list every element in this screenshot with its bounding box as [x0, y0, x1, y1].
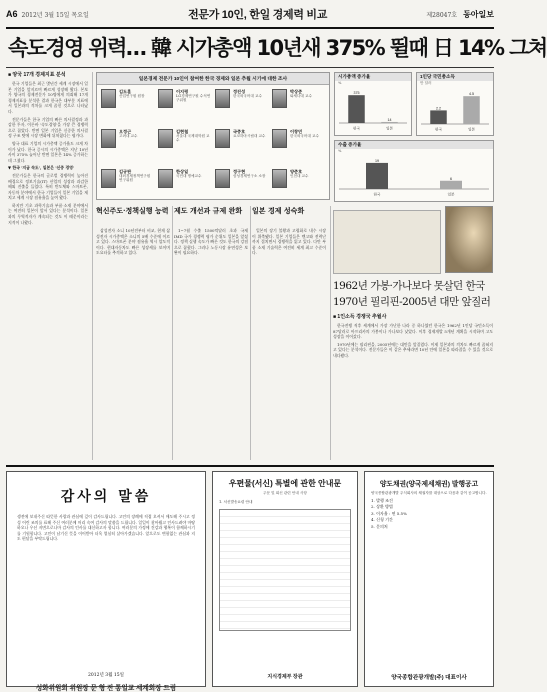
experts-graphic-title: 일본경제 전문가 10인이 참여한 한국 경제와 일본 추월 시기에 대한 조사: [97, 73, 329, 85]
chart-svg-2: [417, 86, 493, 132]
chart-category-label: 일본: [468, 127, 475, 132]
chart-svg-1: [335, 85, 411, 131]
chart-svg-3: [335, 153, 493, 197]
expert-name: 양준호: [290, 169, 303, 174]
mid-header-2: 제도 개선과 규제 완화: [174, 206, 243, 215]
issue-number: 제28047호: [426, 11, 458, 19]
left-paragraph: 전문가들은 한국 기업의 빠른 의사결정과 과감한 투자, 이른바 '속도경영'을 가장 큰 경쟁력으로 꼽았다. 반면 일본 기업은 신중한 의사결정 구조 탓에 시장 변화에 뒤처졌다는 평가다.: [8, 116, 88, 139]
thanks-ad-signature: 성화위원회 위원장 문 형 진 통일교 세계회장 드림: [35, 685, 177, 692]
expert-role: 산업연구원 원장: [119, 94, 145, 98]
page-folio: [6, 2, 494, 26]
expert-photo: [158, 129, 173, 148]
notice-ad: [212, 471, 358, 687]
experts-graphic: [96, 72, 330, 200]
expert-name: 오정근: [119, 129, 132, 134]
mid-column-1: [96, 228, 170, 460]
feature-headline-line-1: 1962년 가봉·가나보다 못살던 한국: [333, 280, 485, 292]
expert-name: 김규판: [119, 169, 132, 174]
expert-role: 국민대 명예교수: [176, 174, 202, 178]
chart-unit: 만 달러: [420, 81, 432, 85]
expert-name: 김현철: [176, 129, 189, 134]
expert-card: [215, 89, 268, 127]
expert-role: 인천대 교수: [290, 174, 309, 178]
feature-subhead: ■ 1인소득 경쟁국 추월사: [333, 314, 387, 320]
expert-photo: [158, 89, 173, 108]
bond-list-item: 3. 이자율 : 연 5.5%: [371, 510, 407, 516]
bond-ad-footer: 양국종합관광개발(주) 대표이사: [391, 675, 467, 681]
masthead: 동아일보: [463, 8, 494, 19]
expert-name: 김도훈: [119, 89, 132, 94]
mid-column-3: [252, 228, 326, 460]
chart-value-label: 14: [387, 117, 392, 122]
chart-category-label: 한국: [353, 126, 360, 131]
left-paragraph: 하지만 기초 과학기술과 부품·소재 분야에서는 여전히 일본이 앞서 있다는 분석이다. 일본과의 무역적자가 계속되는 것도 이 때문이라는 지적이 나왔다.: [8, 202, 88, 225]
feature-photo: [445, 206, 493, 273]
expert-role: 한국외국어대 교수: [290, 134, 319, 138]
chart-panel-2: [416, 72, 494, 136]
experts-grid: [97, 85, 329, 211]
chart-value-label: 19: [375, 158, 379, 163]
expert-role: 와세다대 교수: [290, 94, 312, 98]
chart-value-label: 4.5: [469, 92, 474, 97]
chart-bar: [366, 163, 388, 189]
expert-role: 대외경제정책연구원 연구위원: [119, 174, 151, 183]
feature-headline: [333, 278, 493, 310]
feature-headline-line-2: 1970년 필리핀-2005년 대만 앞질러: [333, 296, 491, 308]
feature-paragraph: 한국전쟁 직후 세계에서 가장 가난한 나라 중 하나였던 한국은 1962년 1인당 국민소득이 87달러로 아프리카의 가봉이나 가나보다 낮았다. 이후 경제개발 5개년 계획을 시작하며 고도성장을 이어갔다.: [333, 323, 493, 340]
chart-category-label: 한국: [373, 192, 381, 197]
notice-ad-footer: 지식경제부 장관: [267, 674, 303, 680]
chart-bar: [381, 122, 398, 123]
expert-photo: [101, 89, 116, 108]
expert-name: 한상일: [176, 169, 189, 174]
chart-title: 1인당 국민총소득: [417, 73, 493, 81]
bond-list-item: 4. 신청 기간: [371, 517, 393, 523]
chart-unit: %: [338, 81, 342, 85]
expert-card: [158, 129, 211, 167]
expert-card: [101, 129, 154, 167]
expert-card: [101, 169, 154, 207]
mid-paragraph: 삼성전자 소니 10년전부터 비교, 현재 삼성전자 시가총액은 소니의 5배 수준에 이르고 있다. 스마트폰 분야 점유율 역시 압도적이다. 현대자동차도 빠른 성장세를 보이며 도요타를 추격하고 있다.: [96, 228, 170, 256]
left-paragraph: 전문가들은 한국의 글로벌 경쟁력이 높아진 배경으로 정보기술(IT) 산업의 성장과 과감한 해외 진출을 들었다. 특히 반도체와 스마트폰, 자동차 분야에서 한국 기업들이 일본 기업을 제치고 세계 시장 점유율을 높여 왔다.: [8, 172, 88, 201]
mid-paragraph: 1∼7월 수출 1500억달러 초과 국제 IMD 국가 경쟁력 평가 순위도 일본을 앞섰다. 정책 실행 속도가 빠른 것도 한국의 강점으로 꼽혔다. 그러나 노동시장 유연성은 보완이 필요하다.: [174, 228, 248, 256]
chart-title: 수출 증가율: [335, 141, 493, 149]
expert-name: 이창민: [290, 129, 303, 134]
left-subhead-2: ▼ 한국 '지금 속도', 일본은 '신중 경영': [8, 165, 75, 171]
expert-role: LG경제연구원 수석연구위원: [176, 94, 211, 103]
notice-ad-body: 1. 서신발송요령 안내: [219, 500, 253, 504]
column-divider: [250, 206, 251, 460]
expert-card: [215, 129, 268, 167]
notice-ad-subtitle: 주문 및 회신 관련 안내 사항: [263, 491, 307, 495]
bond-ad-list: [365, 496, 493, 532]
chart-unit: %: [338, 149, 342, 153]
expert-name: 정구현: [233, 169, 246, 174]
expert-card: [272, 89, 325, 127]
chart-category-label: 일본: [447, 192, 455, 197]
expert-card: [158, 89, 211, 127]
thanks-ad: [6, 471, 206, 692]
photo-caption-area: [333, 210, 441, 274]
bond-list-item: 1. 발행 조건: [371, 498, 393, 503]
bond-ad: [364, 471, 494, 687]
feature-paragraph: 1970년에는 필리핀을, 2005년에는 대만을 앞질렀다. 이제 일본과의 격차도 빠르게 좁혀지고 있다는 분석이다. 전문가들은 이 같은 추세라면 10년 안에 일본을 따라잡을 수 있을 것으로 내다봤다.: [333, 341, 493, 358]
bond-ad-body: 양국종합관광개발 주식회사의 채권자를 대상으로 다음과 같이 공고합니다.: [371, 491, 487, 495]
expert-role: 서울대 국제대학원 교수: [176, 134, 210, 143]
expert-photo: [272, 89, 287, 108]
expert-name: 박상준: [290, 89, 303, 94]
expert-card: [101, 89, 154, 127]
chart-value-label: 6: [450, 176, 452, 181]
headline-rule: [6, 67, 494, 68]
advertisement-zone: [6, 465, 494, 692]
mid-column-2: [174, 228, 248, 460]
left-paragraph: 양국 대표 기업의 시가총액 증가율도 크게 차이가 났다. 한국 증시의 시가총액은 지난 10년 사이 375% 늘어난 반면 일본은 14% 증가하는 데 그쳤다.: [8, 140, 88, 163]
column-divider: [330, 206, 331, 460]
expert-photo: [101, 169, 116, 188]
chart-bar: [348, 95, 365, 123]
expert-name: 정진성: [233, 89, 246, 94]
expert-photo: [215, 89, 230, 108]
column-divider: [172, 206, 173, 460]
bond-list-item: 5. 문의처: [371, 523, 388, 529]
section-kicker: 전문가 10인, 한일 경제력 비교: [188, 9, 328, 21]
expert-card: [215, 169, 268, 207]
expert-name: 이지평: [176, 89, 189, 94]
thanks-ad-body: 생전에 보내주신 따뜻한 사랑과 관심에 깊이 감사드립니다. 고인의 장례에 직접 오셔서 애도해 주시고 정성 어린 조의를 표해 주신 여러분께 머리 숙여 감사의 말씀을 드립니다. 일일이 찾아뵙고 인사드려야 마땅하오나 우선 지면으로나마 감사의 인사를 대신하고자 합니다. 여러분의 가정에 건강과 행복이 함께하시기를 기원합니다. 고인이 남기신 뜻을 이어받아 더욱 열심히 살아가겠습니다. 앞으로도 변함없는 관심과 지도 편달을 부탁드립니다.: [17, 514, 195, 542]
notice-ad-title: 우편물(서신) 특별에 관한 안내문: [228, 479, 342, 488]
notice-ad-form: [219, 509, 351, 631]
expert-photo: [158, 169, 173, 188]
expert-name: 국중호: [233, 129, 246, 134]
mid-header-3: 일본 경제 성숙화: [252, 206, 305, 215]
thanks-ad-date: 2012년 3월 15일: [88, 673, 124, 678]
mid-paragraph: 일본의 장기 불황과 고령화로 내수 시장이 위축됐다. 일본 기업들은 엔고와 전력난까지 겹치면서 경쟁력을 잃고 있다. 다만 부품 소재 기술력은 여전히 세계 최고 수준이다.: [252, 228, 326, 256]
chart-value-label: 375: [353, 91, 360, 96]
expert-role: 고려대 교수: [119, 134, 138, 138]
thanks-ad-title: 감사의 말씀: [60, 489, 152, 505]
chart-category-label: 일본: [386, 126, 393, 131]
chart-value-label: 2.2: [436, 106, 441, 111]
expert-card: [272, 129, 325, 167]
expert-card: [272, 169, 325, 207]
chart-title: 시가총액 증가율: [335, 73, 411, 81]
expert-role: 삼성경제연구소 소장: [233, 174, 266, 178]
bond-list-item: 2. 상환 방법: [371, 504, 393, 510]
left-article-column: [8, 72, 88, 460]
chart-bar: [463, 96, 480, 124]
expert-photo: [215, 129, 230, 148]
expert-role: 요코하마시립대 교수: [233, 134, 266, 138]
expert-photo: [101, 129, 116, 148]
issue-date: 2012년 3월 15일 목요일: [21, 11, 89, 19]
left-paragraph: 한국 기업들은 최근 몇년간 세계 시장에서 일본 기업을 앞지르며 빠르게 성장해 왔다. 본보가 양국의 경제전문가 10명에게 의뢰해 17개 경제지표를 분석한 결과 한국은 대부분 지표에서 일본과의 격차를 크게 좁힌 것으로 나타났다.: [8, 81, 88, 114]
chart-category-label: 한국: [435, 127, 442, 132]
top-rule: [6, 27, 494, 29]
chart-bar: [430, 110, 447, 124]
expert-photo: [215, 169, 230, 188]
column-divider: [92, 72, 93, 460]
chart-panel-1: [334, 72, 412, 136]
main-headline: 속도경영 위력… 韓 시가총액 10년새 375% 뛸때 日 14% 그쳐: [8, 36, 547, 60]
left-subhead: ■ 양국 17개 경제지표 분석: [8, 72, 66, 78]
bond-ad-title: 양도채권(양국제세채권) 발행공고: [379, 481, 479, 488]
chart-bar: [440, 181, 462, 189]
mid-header-1: 혁신주도·정책실행 능력: [96, 206, 169, 215]
expert-photo: [272, 169, 287, 188]
expert-card: [158, 169, 211, 207]
expert-photo: [272, 129, 287, 148]
chart-panel-3: [334, 140, 494, 202]
expert-role: 한국외국어대 교수: [233, 94, 262, 98]
page-number: A6: [6, 9, 18, 19]
feature-body: [333, 314, 493, 460]
